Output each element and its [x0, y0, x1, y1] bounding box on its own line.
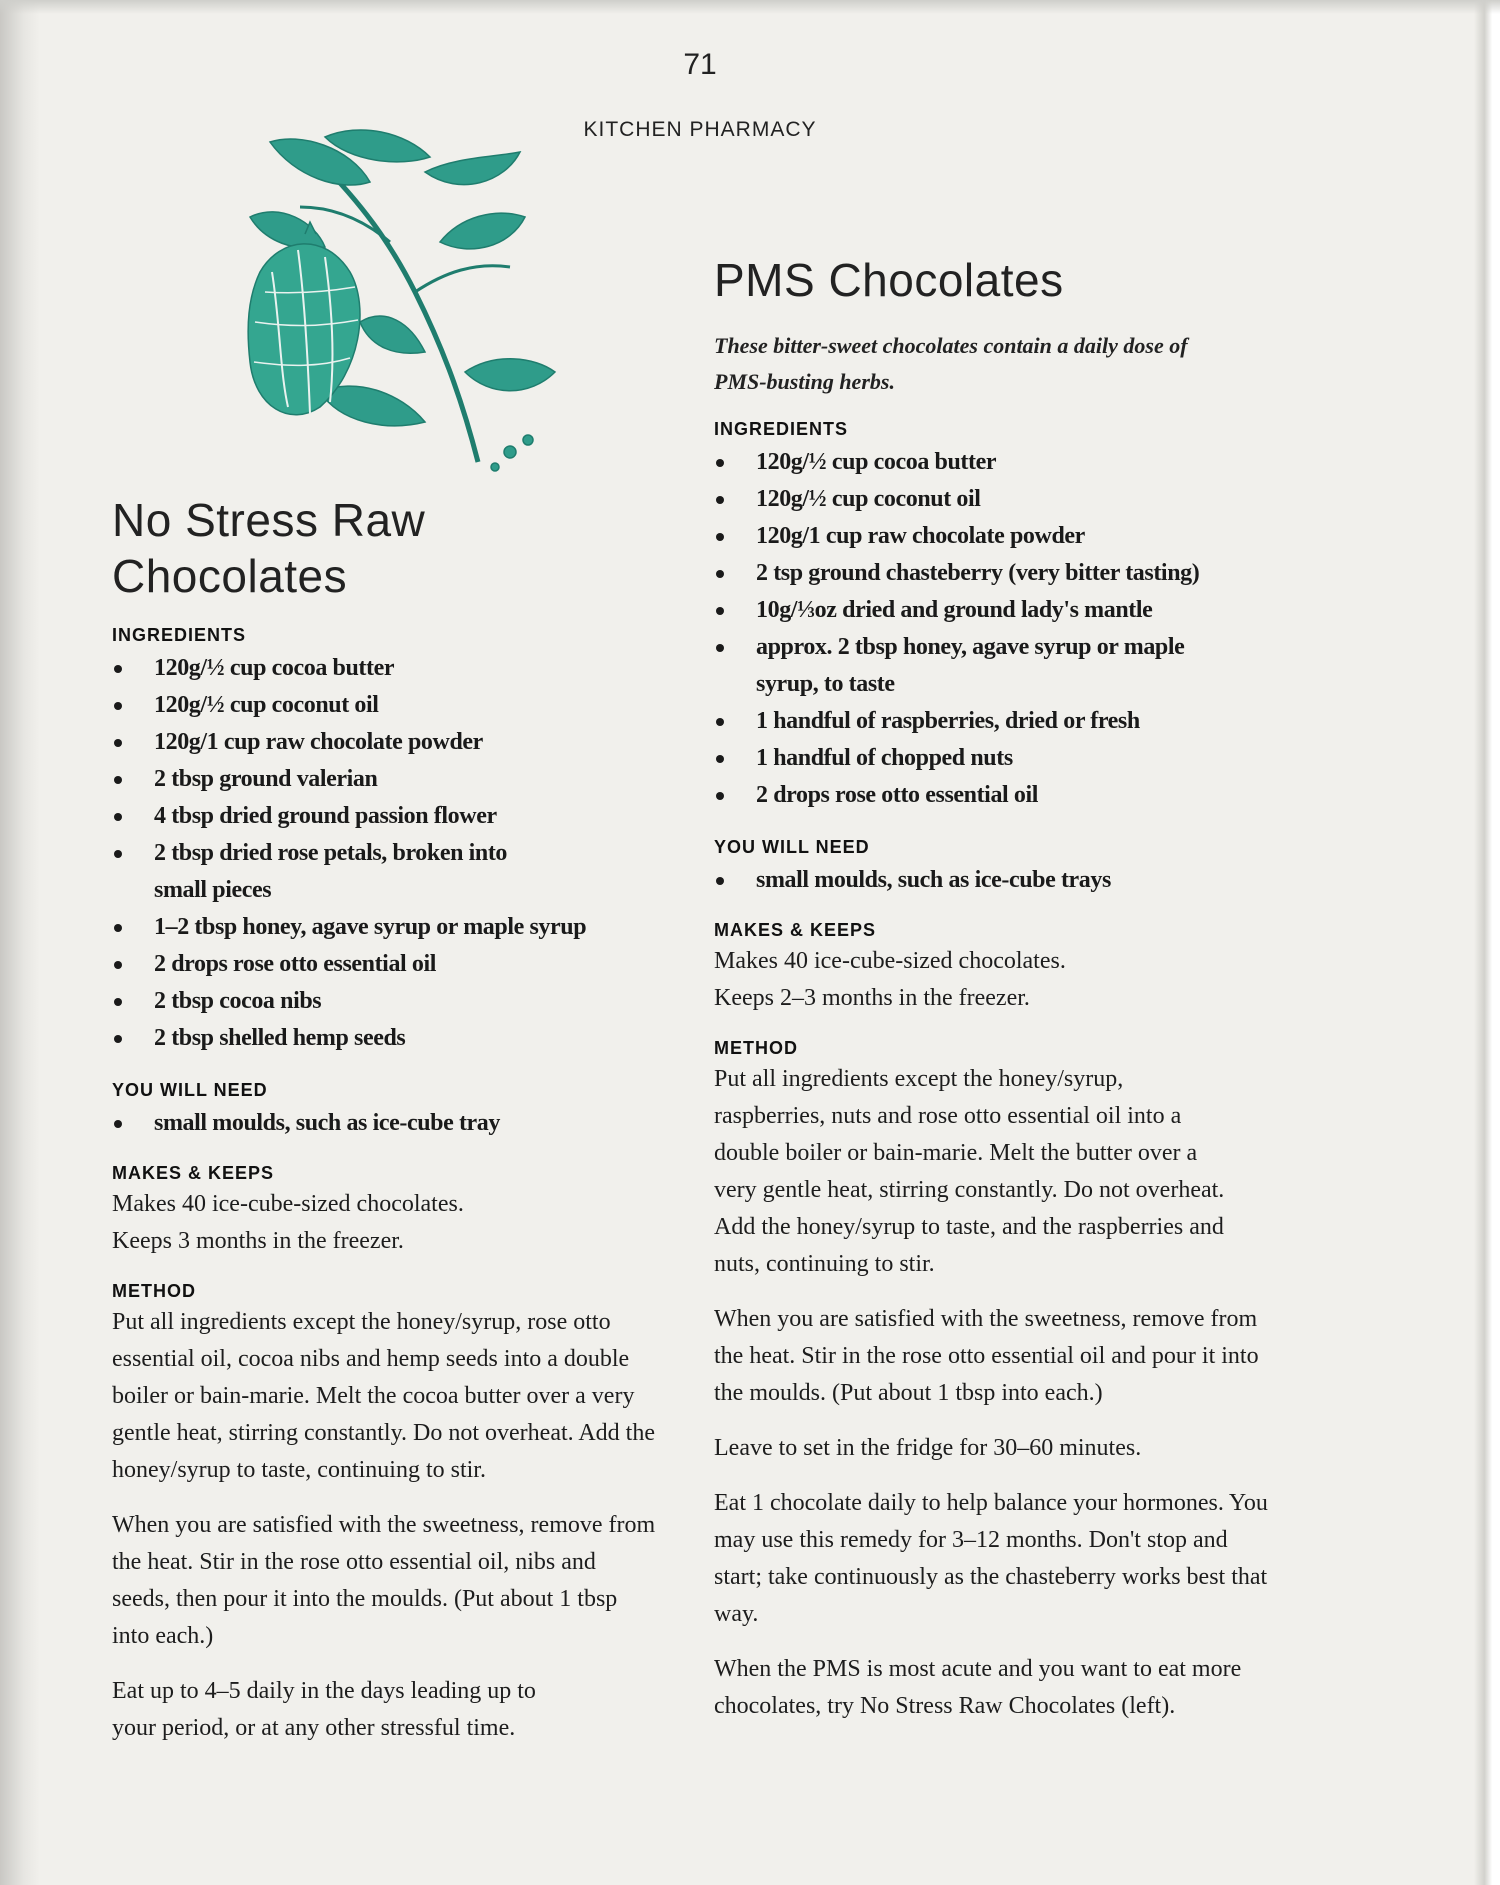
makes-heading: MAKES & KEEPS [112, 1163, 275, 1183]
keeps-text: Keeps 2–3 months in the freezer. [714, 985, 1030, 1011]
list-item: 1–2 tbsp honey, agave syrup or maple syrup [112, 909, 672, 946]
list-item: 120g/1 cup raw chocolate powder [714, 518, 1314, 555]
method-paragraph: Put all ingredients except the honey/syrup, raspberries, nuts and rose otto essential oil into a double boiler or bain-marie. Melt the butter over a very gentle heat, stirring constantly. Do not overheat. Add the honey/syrup to taste, and the raspberries and nuts, continuing to stir. [714, 1066, 1225, 1277]
list-item: 120g/½ cup cocoa butter [714, 444, 1314, 481]
list-item: 120g/½ cup coconut oil [112, 687, 672, 724]
need-heading: YOU WILL NEED [112, 1080, 268, 1100]
need-list [112, 1105, 672, 1142]
list-item: 120g/1 cup raw chocolate powder [112, 724, 672, 761]
scan-shadow-right [1474, 0, 1500, 1885]
method-paragraph: When the PMS is most acute and you want to eat more chocolates, try No Stress Raw Chocolates (left). [714, 1656, 1242, 1719]
method-paragraph: Put all ingredients except the honey/syrup, rose otto essential oil, cocoa nibs and hemp seeds into a double boiler or bain-marie. Melt the cocoa butter over a very gentle heat, stirring constantly. Do not overheat. Add the honey/syrup to taste, continuing to stir. [112, 1309, 655, 1483]
method-section [714, 1035, 1279, 1725]
list-item: 10g/⅓oz dried and ground lady's mantle [714, 592, 1314, 629]
method-paragraph: When you are satisfied with the sweetness, remove from the heat. Stir in the rose otto essential oil, nibs and seeds, then pour it into the moulds. (Put about 1 tbsp into each.) [112, 1512, 656, 1649]
ingredients-list [112, 650, 672, 1057]
scan-top-edge [0, 0, 1500, 14]
ingredients-list [714, 444, 1314, 814]
makes-text: Makes 40 ice-cube-sized chocolates. [112, 1191, 464, 1217]
need-heading: YOU WILL NEED [714, 837, 870, 857]
makes-text: Makes 40 ice-cube-sized chocolates. [714, 948, 1066, 974]
section-header: KITCHEN PHARMACY [583, 118, 817, 141]
method-paragraph: Leave to set in the fridge for 30–60 minutes. [714, 1435, 1142, 1461]
method-heading: METHOD [714, 1038, 798, 1058]
ingredients-section [714, 416, 1314, 814]
list-item: 2 tbsp ground valerian [112, 761, 672, 798]
page-number: 71 [683, 48, 717, 81]
list-item: 2 drops rose otto essential oil [714, 777, 1314, 814]
method-paragraph: Eat up to 4–5 daily in the days leading up to your period, or at any other stressful time. [112, 1678, 536, 1741]
makes-section [714, 917, 1314, 1017]
list-item: 1 handful of raspberries, dried or fresh [714, 703, 1314, 740]
list-item: 1 handful of chopped nuts [714, 740, 1314, 777]
list-item: 2 tbsp cocoa nibs [112, 983, 672, 1020]
cacao-plant-illustration [210, 122, 570, 482]
need-section [112, 1077, 672, 1142]
ingredients-heading: INGREDIENTS [112, 625, 247, 645]
method-section [112, 1278, 657, 1747]
ingredients-heading: INGREDIENTS [714, 419, 849, 439]
keeps-text: Keeps 3 months in the freezer. [112, 1228, 404, 1254]
recipe-intro: These bitter-sweet chocolates contain a daily dose of PMS-busting herbs. [714, 333, 1188, 394]
ingredients-section [112, 622, 672, 1057]
recipe-title: PMS Chocolates [714, 254, 1064, 306]
method-paragraph: Eat 1 chocolate daily to help balance your hormones. You may use this remedy for 3–12 months. Don't stop and start; take continuously as the chasteberry works best that way. [714, 1490, 1268, 1627]
right-recipe [714, 252, 1314, 1725]
makes-heading: MAKES & KEEPS [714, 920, 877, 940]
list-item: 2 tsp ground chasteberry (very bitter tasting) [714, 555, 1314, 592]
makes-section [112, 1160, 672, 1260]
need-section [714, 834, 1314, 899]
method-heading: METHOD [112, 1281, 196, 1301]
list-item: 120g/½ cup coconut oil [714, 481, 1314, 518]
list-item: approx. 2 tbsp honey, agave syrup or maple syrup, to taste [714, 629, 1226, 703]
list-item: small moulds, such as ice-cube trays [714, 862, 1314, 899]
scan-shadow-left [0, 0, 40, 1885]
list-item: small moulds, such as ice-cube tray [112, 1105, 672, 1142]
list-item: 4 tbsp dried ground passion flower [112, 798, 672, 835]
list-item: 2 tbsp shelled hemp seeds [112, 1020, 672, 1057]
method-paragraph: When you are satisfied with the sweetness, remove from the heat. Stir in the rose otto essential oil and pour it into the moulds. (Put about 1 tbsp into each.) [714, 1306, 1259, 1406]
list-item: 2 tbsp dried rose petals, broken into small pieces [112, 835, 559, 909]
list-item: 2 drops rose otto essential oil [112, 946, 672, 983]
list-item: 120g/½ cup cocoa butter [112, 650, 672, 687]
need-list [714, 862, 1314, 899]
left-recipe [112, 492, 672, 1747]
recipe-title: No Stress Raw Chocolates [112, 494, 426, 602]
